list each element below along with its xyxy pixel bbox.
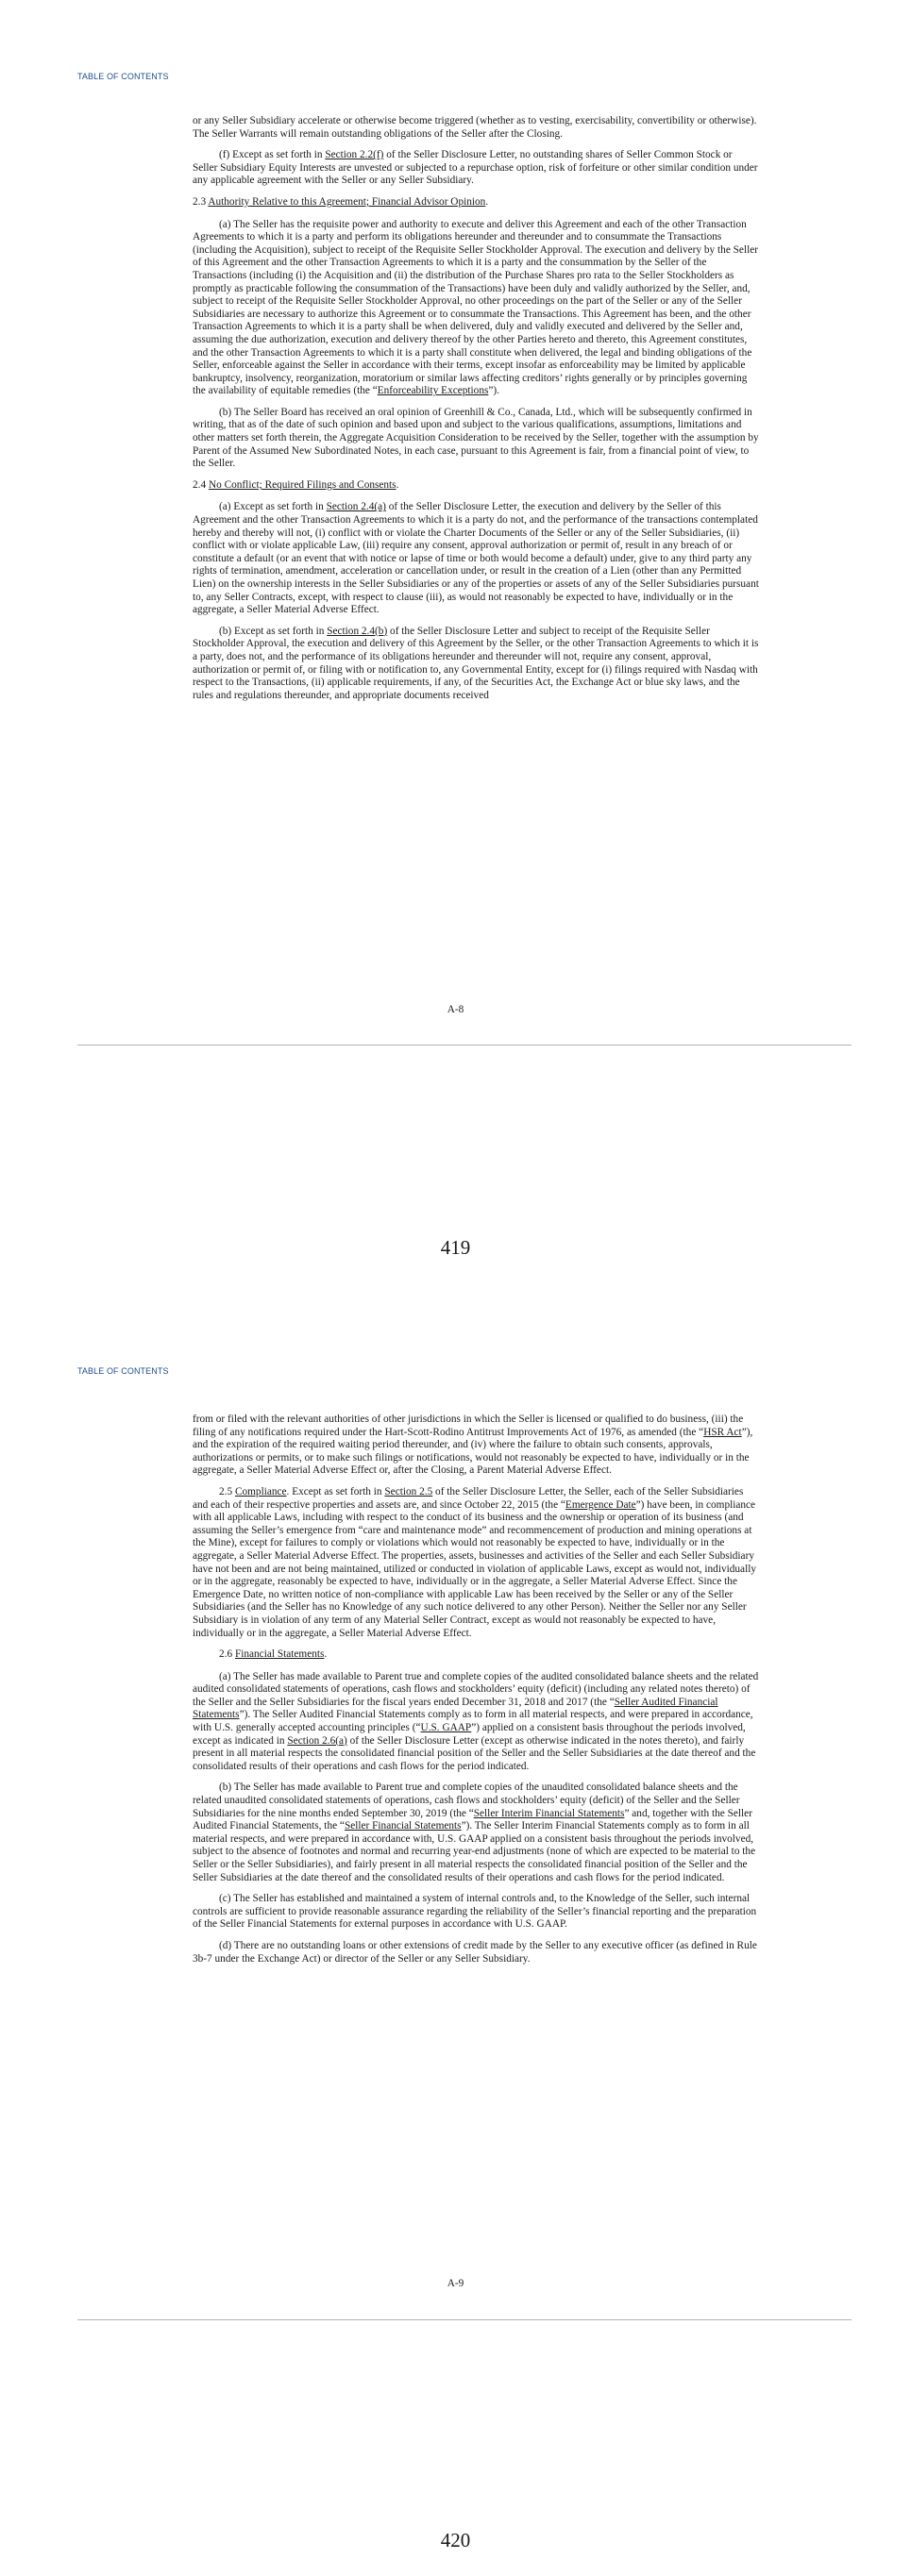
section-title: Compliance [234,1485,287,1497]
section-reference: Section 2.6(a) [287,1734,347,1747]
page-body [193,115,759,711]
paragraph-2-6-a: (a) The Seller has made available to Parent true and complete copies of the audited consolidated balance sheets and the related audited consolidated statements of operations, cash flows and stockholders’ equity (deficit) (including any related notes thereto) of the Seller and the Seller Subsidiaries for the fiscal years ended December 31, 2018 and 2017 (the “Seller Audited Financial Statements”). The Seller Audited Financial Statements comply as to form in all material respects, and were prepared in accordance, with U.S. generally accepted accounting principles (“U.S. GAAP”) applied on a consistent basis throughout the periods involved, except as indicated in Section 2.6(a) of the Seller Disclosure Letter (except as otherwise indicated in the notes thereto), and fairly present in all material respects the consolidated financial position of the Seller and the Seller Subsidiaries at the date thereof and the consolidated results of their operations and cash flows for the period indicated. [193,1670,759,1772]
document-page-2 [0,1302,911,2576]
paragraph-2-4-b: (b) Except as set forth in Section 2.4(b) of the Seller Disclosure Letter and subject to receipt of the Requisite Seller Stockholder Approval, the execution and delivery of this Agreement by the Seller, or the other Transaction Agreements to which it is a party, does not, and the performance of its obligations hereunder and thereunder will not, require any consent, approval, authorization or permit of, or filing with or notification to, any Governmental Entity, except for (i) filings required with Nasdaq with respect to the Transactions, (ii) applicable requirements, if any, of the Securities Act, the Exchange Act or blue sky laws, and the rules and regulations thereunder, and appropriate documents received [193,625,759,701]
paragraph-2-3-b: (b) The Seller Board has received an oral opinion of Greenhill & Co., Canada, Ltd., which will be subsequently confirmed in writing, that as of the date of such opinion and based upon and subject to the various qualifications, assumptions, limitations and other matters set forth therein, the Aggregate Acquisition Consideration to be received by the Seller, together with the assumption by Parent of the Assumed New Subordinated Notes, in each case, pursuant to this Agreement is fair, from a financial point of view, to the Seller. [193,406,759,470]
paragraph-2-4-a: (a) Except as set forth in Section 2.4(a) of the Seller Disclosure Letter, the execution and delivery by the Seller of this Agreement and the other Transaction Agreements to which it is a party do not, and the performance of the transactions contemplated hereby and thereby will not, (i) conflict with or violate the Charter Documents of the Seller or any of the Seller Subsidiaries, (ii) conflict with or violate applicable Law, (iii) require any consent, approval authorization or permit of, result in any breach of or constitute a default (or an event that with notice or lapse of time or both would become a default) under, give to any third party any rights of termination, amendment, acceleration or cancellation under, or result in the creation of a Lien (other than any Permitted Lien) on the ownership interests in the Seller Subsidiaries or any of the properties or assets of any of the Seller Subsidiaries pursuant to, any Seller Contracts, except, with respect to clause (iii), as would not reasonably be expected to have, individually or in the aggregate, a Seller Material Adverse Effect. [193,501,759,616]
paragraph-warrants: or any Seller Subsidiary accelerate or otherwise become triggered (whether as to vesting, exercisability, convertibility or otherwise). The Seller Warrants will remain outstanding obligations of the Seller after the Closing. [193,115,757,140]
paragraph-2-6-d: (d) There are no outstanding loans or other extensions of credit made by the Seller to any executive officer (as defined in Rule 3b-7 under the Exchange Act) or director of the Seller or any Seller Subsidiary. [193,1939,757,1965]
section-heading-2-3: 2.3 Authority Relative to this Agreement; Financial Advisor Opinion. [193,195,489,208]
section-heading-2-6: 2.6 Financial Statements. [219,1648,328,1661]
defined-term: Enforceability Exceptions [377,385,489,397]
defined-term: HSR Act [703,1426,742,1438]
defined-term: Seller Interim Financial Statements [473,1807,625,1819]
section-reference: Section 2.4(b) [327,625,388,637]
section-title: Authority Relative to this Agreement; Financial Advisor Opinion [208,195,486,208]
defined-term: U.S. GAAP [420,1722,472,1734]
section-reference: Section 2.4(a) [326,501,386,513]
paragraph-2-3-a: (a) The Seller has the requisite power and authority to execute and deliver this Agreement and each of the other Transaction Agreements to which it is a party and perform its obligations hereunder and thereunder and to consummate the Transactions (including the Acquisition), subject to receipt of the Requisite Seller Stockholder Approval. The execution and delivery by the Seller of this Agreement and the other Transaction Agreements to which it is a party and the consummation by the Seller of the Transactions (including (i) the Acquisition and (ii) the distribution of the Purchase Shares pro rata to the Seller Stockholders as promptly as practicable following the consummation of the Transactions) have been duly and validly authorized by the Seller, and, subject to receipt of the Requisite Seller Stockholder Approval, no other proceedings on the part of the Seller or any of the Seller Subsidiaries are necessary to authorize this Agreement or to consummate the Transactions. This Agreement has been, and the other Transaction Agreements to which it is a party shall be when delivered, duly and validly executed and delivered by the Seller and, assuming the due authorization, execution and delivery thereof by the other Parties hereto and thereto, this Agreement constitutes, and the other Transaction Agreements to which it is a party shall constitute when delivered, the legal and binding obligations of the Seller, enforceable against the Seller in accordance with their terms, except insofar as enforceability may be limited by applicable bankruptcy, insolvency, reorganization, moratorium or similar laws affecting creditors’ rights generally or by principles governing the availability of equitable remedies (the “Enforceability Exceptions”). [193,218,759,397]
paragraph-2-6-b: (b) The Seller has made available to Parent true and complete copies of the unaudited consolidated balance sheets and the related unaudited consolidated statements of operations, cash flows and stockholders’ equity (deficit) of the Seller and the Seller Subsidiaries for the nine months ended September 30, 2019 (the “Seller Interim Financial Statements” and, together with the Seller Audited Financial Statements, the “Seller Financial Statements”). The Seller Interim Financial Statements comply as to form in all material respects, and were prepared in accordance with, U.S. GAAP applied on a consistent basis throughout the periods involved, subject to the absence of footnotes and normal and recurring year-end adjustments (none of which are expected to be material to the Seller or the Seller Subsidiaries), and fairly present in all material respects the consolidated financial position of the Seller and the Seller Subsidiaries at the date thereof and the consolidated results of their operations and cash flows for the period indicated. [193,1781,756,1883]
defined-term: Emergence Date [565,1498,636,1511]
defined-term: Seller Financial Statements [344,1820,462,1832]
table-of-contents-link[interactable]: TABLE OF CONTENTS [77,1366,169,1376]
paragraph-continuation: from or filed with the relevant authorities of other jurisdictions in which the Seller is licensed or qualified to do business, (iii) the filing of any notifications required under the Hart-Scott-Rodino Antitrust Improvements Act of 1976, as amended (the “HSR Act”), and the expiration of the required waiting period thereunder, and (iv) where the failure to obtain such consents, approvals, authorizations or permits, or to make such filings or notifications, would not reasonably be expected to have, individually or in the aggregate, a Seller Material Adverse Effect or, after the Closing, a Parent Material Adverse Effect. [193,1413,753,1477]
page-body [193,1413,759,1974]
section-title: No Conflict; Required Filings and Consents [208,478,396,491]
defined-term: Seller Audited Financial Statements [193,1696,718,1721]
paragraph-2-5-compliance: 2.5 Compliance. Except as set forth in Section 2.5 of the Seller Disclosure Letter, the Seller, each of the Seller Subsidiaries and each of their respective properties and assets are, and since October 22, 2015 (the “Emergence Date”) have been, in compliance with all applicable Laws, including with respect to the conduct of its business and the ownership or operation of its business (and assuming the Seller’s emergence from “care and maintenance mode” and recommencement of production and mining operations at the Mine), except for failures to comply or violations which would not reasonably be expected to have, individually or in the aggregate, a Seller Material Adverse Effect. The properties, assets, businesses and activities of the Seller and each Seller Subsidiary have not been and are not being maintained, utilized or conducted in violation of applicable Laws, except as would not, individually or in the aggregate, reasonably be expected to have, individually or in the aggregate, a Seller Material Adverse Effect. Since the Emergence Date, no written notice of non-compliance with applicable Law has been received by the Seller or any of the Seller Subsidiaries (and the Seller has no Knowledge of any such notice delivered to any other Person). Neither the Seller nor any Seller Subsidiary is in violation of any term of any Material Seller Contract, except as would not reasonably be expected to have, individually or in the aggregate, a Seller Material Adverse Effect. [193,1485,756,1639]
page-number: 420 [440,2529,471,2551]
page-label: A-9 [447,2278,464,2289]
page-divider [77,2319,852,2320]
page-label: A-8 [447,1004,464,1015]
section-heading-2-4: 2.4 No Conflict; Required Filings and Consents. [193,478,399,491]
section-reference: Section 2.2(f) [325,149,384,161]
paragraph-2-6-c: (c) The Seller has established and maintained a system of internal controls and, to the Knowledge of the Seller, such internal controls are sufficient to provide reasonable assurance regarding the reliability of the Seller’s financial reporting and the preparation of the Seller Financial Statements for external purposes in accordance with U.S. GAAP. [193,1893,757,1931]
table-of-contents-link[interactable]: TABLE OF CONTENTS [77,72,169,81]
section-title: Financial Statements [234,1648,325,1661]
page-number: 419 [440,1236,471,1259]
paragraph-2-2-f: (f) Except as set forth in Section 2.2(f) of the Seller Disclosure Letter, no outstanding shares of Seller Common Stock or Seller Subsidiary Equity Interests are unvested or subjected to a repurchase option, risk of forfeiture or other similar condition under any applicable agreement with the Seller or any Seller Subsidiary. [193,149,758,187]
section-reference: Section 2.5 [384,1485,433,1497]
